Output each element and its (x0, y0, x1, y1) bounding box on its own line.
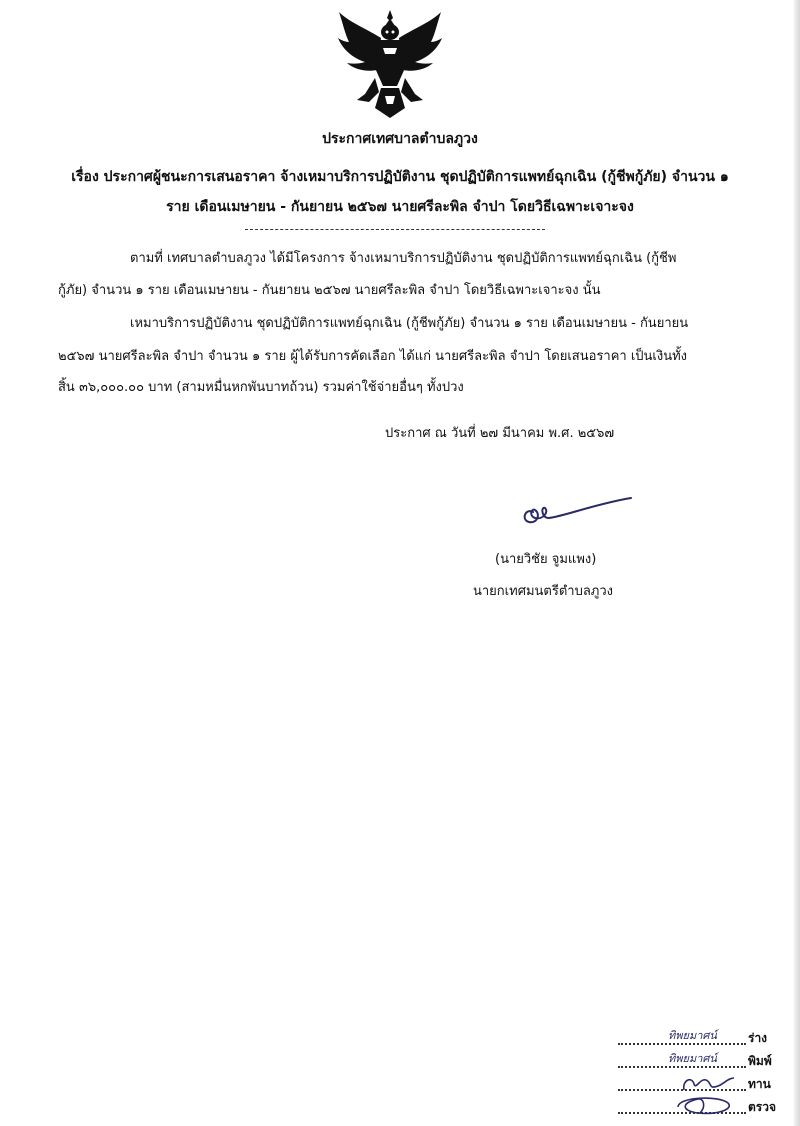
body-line-1: ตามที่ เทศบาลตำบลภูวง ได้มีโครงการ จ้างเหมาบริการปฏิบัติงาน ชุดปฏิบัติการแพทย์ฉุกเฉิน (กู้ชีพ (130, 251, 677, 266)
signatory-name: (นายวิชัย จูมแพง) (495, 552, 597, 567)
draft-initials: ทิพยมาศน์ (668, 1029, 717, 1042)
proof-label-draft: ร่าง (748, 1031, 768, 1045)
check-initials-icon (668, 1093, 738, 1117)
subject-line-2: ราย เดือนเมษายน - กันยายน ๒๕๖๗ นายศรีละพิล จำปา โดยวิธีเฉพาะเจาะจง (166, 199, 634, 215)
typed-initials: ทิพยมาศน์ (668, 1052, 717, 1065)
proof-row-draft (618, 1026, 788, 1048)
subject-line-1: เรื่อง ประกาศผู้ชนะการเสนอราคา จ้างเหมาบริการปฏิบัติงาน ชุดปฏิบัติการแพทย์ฉุกเฉิน (กู้ชีพกู้ภัย) จำนวน ๑ (71, 169, 729, 185)
review-initials-icon (678, 1072, 738, 1094)
proof-row-check (618, 1095, 788, 1117)
proof-label-typed: พิมพ์ (748, 1054, 772, 1068)
divider-line (245, 229, 545, 230)
announce-date: ประกาศ ณ วันที่ ๒๗ มีนาคม พ.ศ. ๒๕๖๗ (385, 426, 615, 441)
proof-label-check: ตรวจ (748, 1100, 777, 1114)
garuda-emblem-icon (335, 8, 445, 120)
proof-label-review: ทาน (748, 1077, 771, 1091)
proof-row-review (618, 1072, 788, 1094)
body-line-5: สิ้น ๓๖,๐๐๐.๐๐ บาท (สามหมื่นหกพันบาทถ้วน) รวมค่าใช้จ่ายอื่นๆ ทั้งปวง (58, 380, 464, 395)
body-line-4: ๒๕๖๗ นายศรีละพิล จำปา จำนวน ๑ ราย ผู้ได้รับการคัดเลือก ได้แก่ นายศรีละพิล จำปา โดยเสนอราคา เป็นเงินทั้ง (58, 349, 688, 364)
signatory-position: นายกเทศมนตรีตำบลภูวง (473, 584, 613, 599)
signature-icon (515, 490, 635, 530)
body-line-2: กู้ภัย) จำนวน ๑ ราย เดือนเมษายน - กันยายน ๒๕๖๗ นายศรีละพิล จำปา โดยวิธีเฉพาะเจาะจง นั้น (58, 283, 601, 298)
proof-row-typed (618, 1049, 788, 1071)
document-title: ประกาศเทศบาลตำบลภูวง (322, 131, 478, 147)
body-line-3: เหมาบริการปฏิบัติงาน ชุดปฏิบัติการแพทย์ฉุกเฉิน (กู้ชีพกู้ภัย) จำนวน ๑ ราย เดือนเมษายน - กันยายน (130, 316, 689, 331)
